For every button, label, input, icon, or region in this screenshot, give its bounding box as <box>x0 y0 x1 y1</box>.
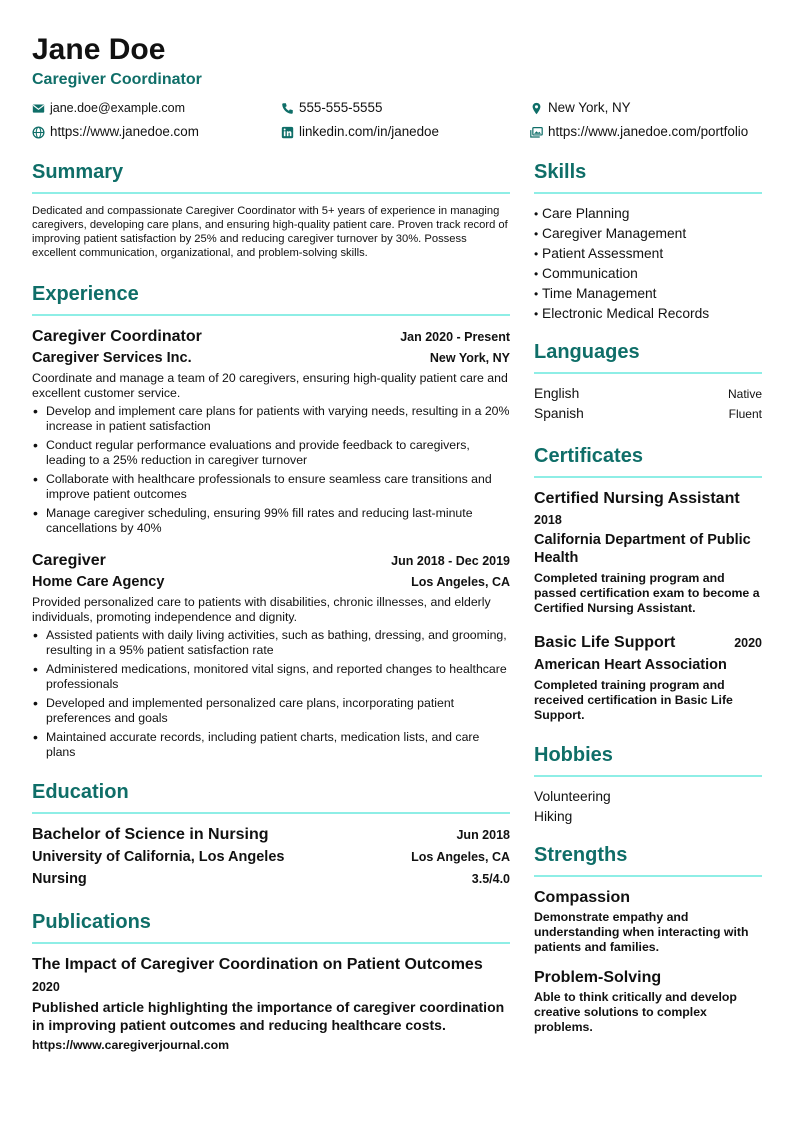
language-level: Native <box>727 387 762 401</box>
job-dates: Jan 2020 - Present <box>400 330 510 344</box>
summary-text: Dedicated and compassionate Caregiver Coordinator with 5+ years of experience in managing caregivers, developing care plans, and ensuring high-quality patient care. Proven track record of improving patient satisfaction by 25% and reducing caregiver turnover by 30%. Possess excellent communication, organizational, and problem-solving skills. <box>32 205 508 259</box>
job-description: Coordinate and manage a team of 20 caregivers, ensuring high-quality patient care and excellent customer service. <box>32 371 508 400</box>
section-title: Languages <box>534 341 640 363</box>
contact-phone[interactable] <box>281 99 530 117</box>
hobby-item: Volunteering <box>534 789 611 804</box>
phone-icon <box>281 102 294 115</box>
map-pin-icon <box>530 102 543 115</box>
list-item: • Manage caregiver scheduling, ensuring 99% fill rates and reducing last-minute cancellations by 40% <box>32 506 510 536</box>
candidate-name: Jane Doe <box>32 33 166 66</box>
right-column <box>534 158 762 1035</box>
section-divider <box>32 192 510 194</box>
certificate-year: 2020 <box>734 636 762 650</box>
publication-link[interactable]: https://www.caregiverjournal.com <box>32 1038 230 1052</box>
job-dates: Jun 2018 - Dec 2019 <box>391 554 510 568</box>
experience-section <box>32 280 510 760</box>
hobbies-section <box>534 741 762 827</box>
skill-item: • Care Planning <box>534 204 762 224</box>
contact-email[interactable] <box>32 99 281 117</box>
skill-item: • Patient Assessment <box>534 244 762 264</box>
certificates-section <box>534 442 762 723</box>
job-entry <box>32 550 510 760</box>
job-description: Provided personalized care to patients with disabilities, chronic illnesses, and elderly individuals, promoting independence and dignity. <box>32 595 491 624</box>
globe-icon <box>32 126 45 139</box>
publications-section <box>32 908 510 1054</box>
strength-name: Compassion <box>534 889 631 906</box>
contact-linkedin[interactable] <box>281 123 530 141</box>
publication-description: Published article highlighting the importance of caregiver coordination in improving patient outcomes and reducing healthcare costs. <box>32 999 505 1033</box>
certificate-org: California Department of Public Health <box>534 532 751 566</box>
education-degree: Bachelor of Science in Nursing <box>32 826 269 843</box>
skill-item: • Electronic Medical Records <box>534 304 762 324</box>
candidate-role: Caregiver Coordinator <box>32 71 202 88</box>
portfolio-text: https://www.janedoe.com/portfolio <box>548 124 749 139</box>
list-item: • Administered medications, monitored vital signs, and reported changes to healthcare professionals <box>32 662 510 692</box>
linkedin-icon <box>281 126 294 139</box>
section-divider <box>32 812 510 814</box>
education-gpa: 3.5/4.0 <box>471 872 510 886</box>
job-entry <box>32 326 510 536</box>
left-column <box>32 158 510 1054</box>
section-title: Summary <box>32 161 124 183</box>
section-divider <box>32 314 510 316</box>
language-row <box>534 384 762 404</box>
section-title: Publications <box>32 911 151 933</box>
certificate-entry <box>534 488 762 616</box>
summary-section <box>32 158 510 260</box>
contact-website[interactable] <box>32 123 281 141</box>
job-title: Caregiver <box>32 552 106 569</box>
contact-portfolio[interactable] <box>530 123 762 141</box>
education-date: Jun 2018 <box>456 828 510 842</box>
email-text: jane.doe@example.com <box>50 101 185 115</box>
contact-location <box>530 99 762 117</box>
certificate-description: Completed training program and passed certification exam to become a Certified Nursing Assistant. <box>534 571 760 615</box>
certificate-org: American Heart Association <box>534 657 727 673</box>
list-item: • Conduct regular performance evaluations and provide feedback to caregivers, leading to a 25% reduction in caregiver turnover <box>32 438 510 468</box>
language-name: English <box>534 386 580 401</box>
education-location: Los Angeles, CA <box>411 850 510 864</box>
language-name: Spanish <box>534 406 584 421</box>
certificate-name: Certified Nursing Assistant <box>534 490 740 507</box>
section-title: Strengths <box>534 844 628 866</box>
linkedin-text: linkedin.com/in/janedoe <box>299 124 439 139</box>
strength-description: Able to think critically and develop creative solutions to complex problems. <box>534 990 737 1034</box>
strength-description: Demonstrate empathy and understanding when interacting with patients and families. <box>534 910 749 954</box>
certificate-name: Basic Life Support <box>534 634 676 651</box>
certificate-year: 2018 <box>534 513 562 527</box>
list-item: • Collaborate with healthcare professionals to ensure seamless care transitions and improve patient outcomes <box>32 472 510 502</box>
section-divider <box>32 942 510 944</box>
section-title: Education <box>32 781 129 803</box>
section-divider <box>534 476 762 478</box>
publication-title: The Impact of Caregiver Coordination on Patient Outcomes <box>32 956 483 973</box>
resume-header <box>32 32 762 141</box>
certificate-entry <box>534 632 762 723</box>
section-title: Certificates <box>534 445 643 467</box>
skills-section <box>534 158 762 324</box>
strength-name: Problem-Solving <box>534 969 662 986</box>
certificate-description: Completed training program and received certification in Basic Life Support. <box>534 678 733 722</box>
publication-year: 2020 <box>32 980 60 994</box>
job-location: New York, NY <box>429 351 510 365</box>
list-item: • Assisted patients with daily living activities, such as bathing, dressing, and grooming, resulting in a 95% patient satisfaction rate <box>32 628 510 658</box>
job-location: Los Angeles, CA <box>411 575 510 589</box>
education-field: Nursing <box>32 871 87 887</box>
section-title: Skills <box>534 161 587 183</box>
list-item: • Develop and implement care plans for patients with varying needs, resulting in a 20% increase in patient satisfaction <box>32 404 510 434</box>
phone-text: 555-555-5555 <box>299 100 383 115</box>
section-divider <box>534 372 762 374</box>
list-item: • Developed and implemented personalized care plans, incorporating patient preferences and goals <box>32 696 510 726</box>
section-divider <box>534 192 762 194</box>
language-level: Fluent <box>728 407 762 421</box>
section-divider <box>534 775 762 777</box>
section-title: Hobbies <box>534 744 613 766</box>
job-company: Home Care Agency <box>32 574 165 590</box>
language-row <box>534 404 762 424</box>
contact-info <box>32 99 762 141</box>
envelope-icon <box>32 102 45 115</box>
portfolio-icon <box>530 126 543 139</box>
section-divider <box>534 875 762 877</box>
education-school: University of California, Los Angeles <box>32 849 285 865</box>
location-text: New York, NY <box>548 100 631 115</box>
job-title: Caregiver Coordinator <box>32 328 202 345</box>
section-title: Experience <box>32 283 139 305</box>
strength-entry <box>534 887 762 955</box>
job-bullets <box>32 628 510 760</box>
strength-entry <box>534 967 762 1035</box>
skill-item: • Communication <box>534 264 762 284</box>
list-item: • Maintained accurate records, including patient charts, medication lists, and care plans <box>32 730 510 760</box>
skill-item: • Caregiver Management <box>534 224 762 244</box>
strengths-section <box>534 841 762 1035</box>
job-company: Caregiver Services Inc. <box>32 350 192 366</box>
job-bullets <box>32 404 510 536</box>
website-text: https://www.janedoe.com <box>50 124 199 139</box>
education-section <box>32 778 510 890</box>
skill-item: • Time Management <box>534 284 762 304</box>
hobby-item: Hiking <box>534 809 573 824</box>
languages-section <box>534 338 762 424</box>
